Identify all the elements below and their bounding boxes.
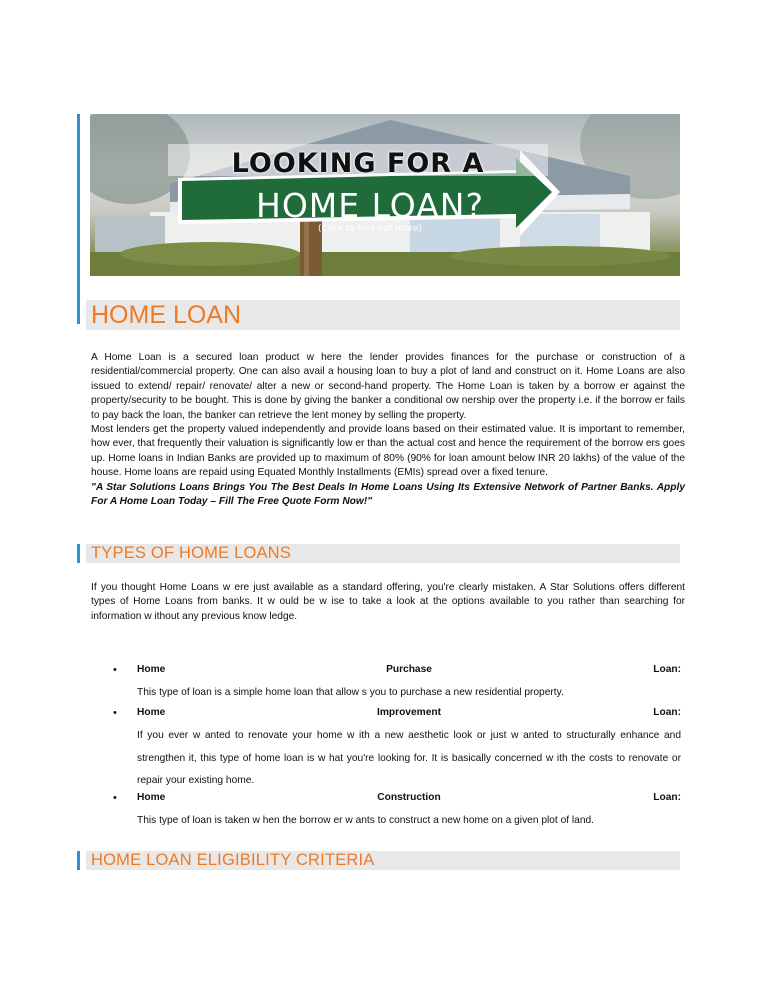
- paragraph: Most lenders get the property valued independently and provide loans based on their estimated value. It is important to remember, how ever, that frequently their valuation is significantly low er than the actual cost and hence the requirement of the borrow ers goes up. Home loans in Indian Banks are provided up to maximum of 80% (90% for loan amount below INR 20 lakhs) of the value of the house. Home loans are repaid using Equated Monthly Installments (EMIs) spread over a fixed tenure.: [91, 424, 685, 479]
- heading-word: Improvement: [377, 707, 441, 718]
- heading-word: Construction: [377, 792, 441, 803]
- banner-line-sub: (Click to find out more): [317, 224, 423, 234]
- list-item-description: This type of loan is taken w hen the borrow er w ants to construct a new home on a given plot of land.: [137, 815, 594, 826]
- heading-word: Home: [137, 792, 166, 803]
- types-intro: [91, 581, 685, 624]
- bullet: •: [113, 707, 117, 719]
- section-title-types: TYPES OF HOME LOANS: [91, 544, 292, 562]
- list-item-heading: [137, 664, 681, 678]
- list-item-description: This type of loan is a simple home loan that allow s you to purchase a new residential property.: [137, 687, 564, 698]
- banner-line-top: LOOKING FOR A: [231, 148, 485, 179]
- accent-bar-eligibility: [77, 851, 80, 870]
- promo-quote: "A Star Solutions Loans Brings You The Best Deals In Home Loans Using Its Extensive Network of Partner Banks. Apply For A Home Loan Today – Fill The Free Quote Form Now!": [91, 481, 685, 508]
- paragraph: If you thought Home Loans w ere just available as a standard offering, you're clearly mistaken. A Star Solutions offers different types of Home Loans from banks. It w ould be w ise to take a look at the options available to you rather than searching for information w ithout any previous know ledge.: [91, 582, 685, 622]
- heading-word: Loan:: [653, 792, 681, 803]
- banner-line-main: HOME LOAN?: [256, 186, 484, 225]
- accent-bar-banner: [77, 114, 80, 324]
- heading-word: Loan:: [653, 664, 681, 675]
- list-item-heading: [137, 792, 681, 806]
- section-title-eligibility: HOME LOAN ELIGIBILITY CRITERIA: [91, 851, 375, 869]
- heading-word: Purchase: [386, 664, 432, 675]
- heading-word: Loan:: [653, 707, 681, 718]
- section-title-home-loan: HOME LOAN: [91, 301, 242, 329]
- list-item-heading: [137, 707, 681, 721]
- paragraph: A Home Loan is a secured loan product w here the lender provides finances for the purchase or construction of a residential/commercial property. One can also avail a housing loan to buy a plot of land and construct on it. Home Loans are also issued to extend/ repair/ renovate/ alter a new or second-hand property. The Home Loan is taken by a borrow er against the property/security to be bought. This is done by giving the banker a conditional ow nership over the property i.e. if the borrow er fails to pay back the loan, the banker can retrieve the lent money by selling the property.: [91, 352, 685, 421]
- accent-bar-types: [77, 544, 80, 563]
- home-loan-body: [91, 351, 685, 509]
- heading-word: Home: [137, 707, 166, 718]
- list-item-description: If you ever w anted to renovate your home w ith a new aesthetic look or just w anted to structurally enhance and strengthen it, this type of home loan is w hat you're looking for. It is basically concerned w ith the costs to renovate or repair your existing home.: [137, 730, 681, 786]
- bullet: •: [113, 792, 117, 804]
- home-loan-banner[interactable]: [90, 114, 680, 276]
- heading-word: Home: [137, 664, 166, 675]
- bullet: •: [113, 664, 117, 676]
